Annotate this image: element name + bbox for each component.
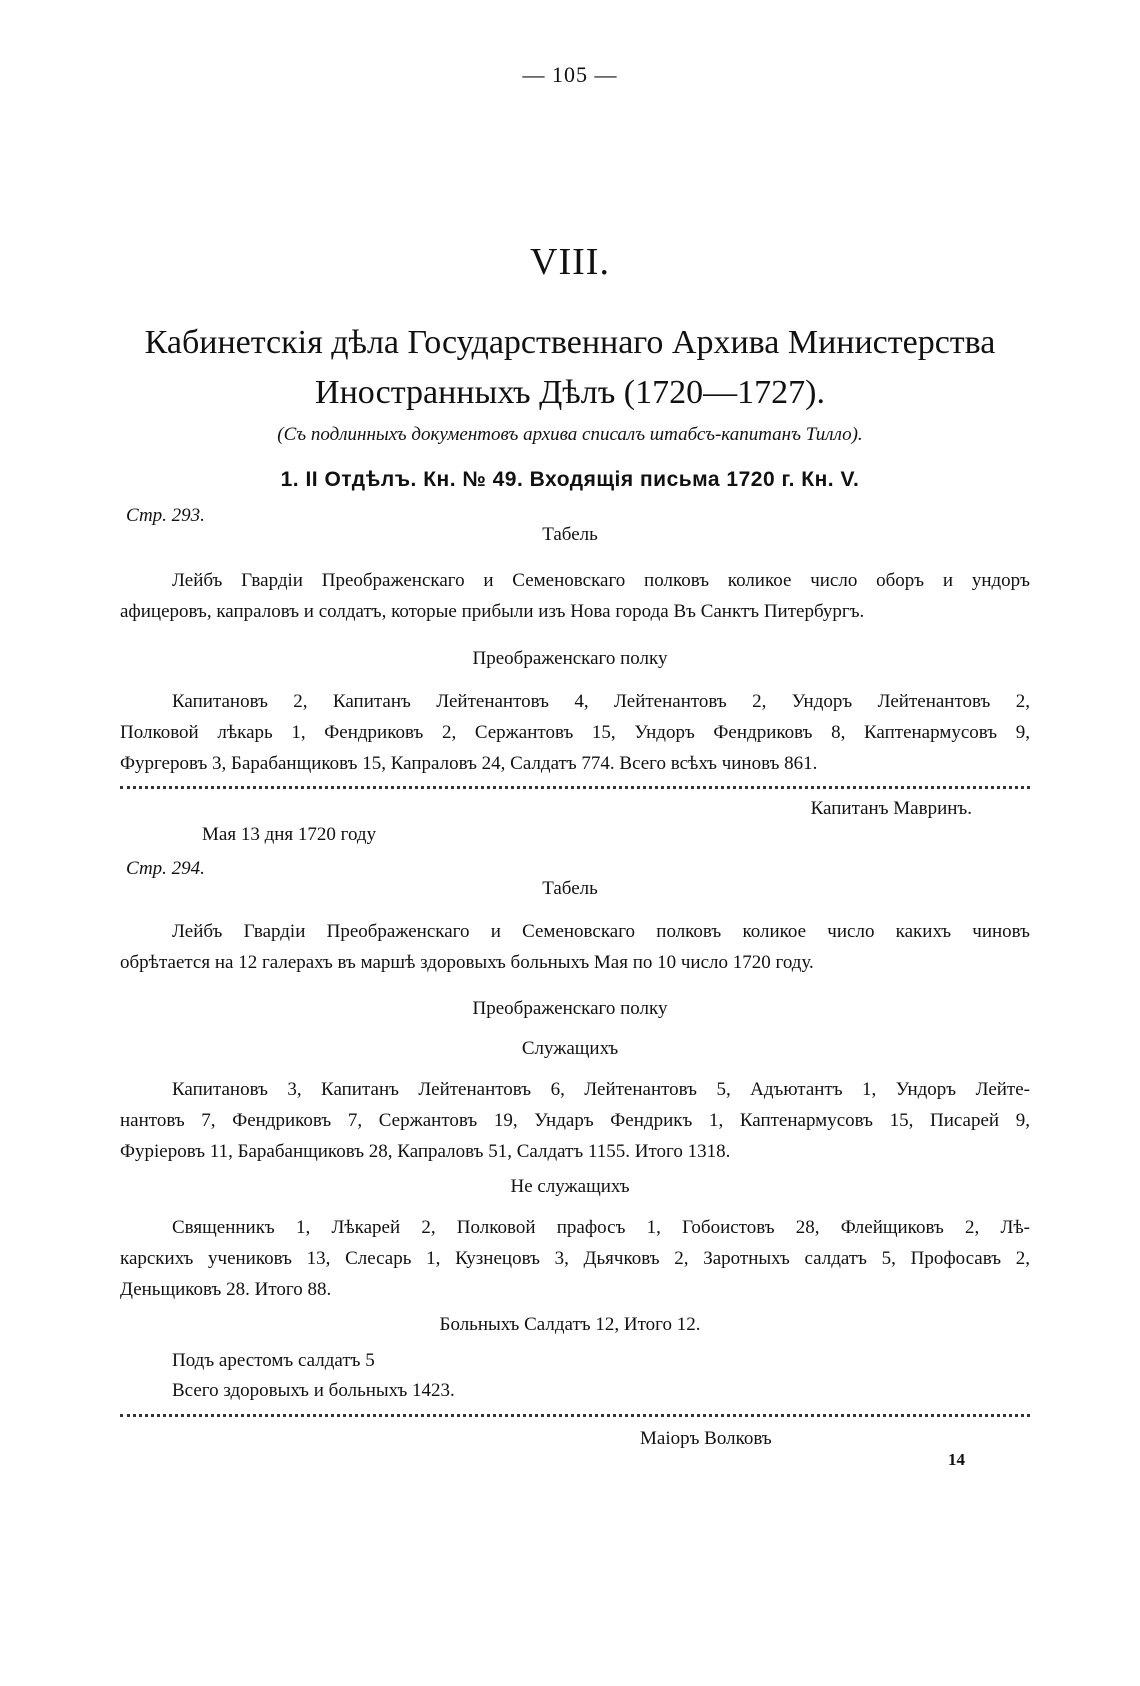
signature: Капитанъ Мавринъ. xyxy=(810,798,972,819)
document-date: Мая 13 дня 1720 году xyxy=(202,824,377,845)
text-line: Священникъ 1, Лѣкарей 2, Полковой прафосъ 1, Гобоистовъ 28, Флейщиковъ 2, Лѣ- xyxy=(172,1217,1030,1238)
ranks-paragraph xyxy=(120,686,1030,779)
text-line: Фургеровъ 3, Барабанщиковъ 15, Капраловъ 24, Салдатъ 774. Всего всѣхъ чиновъ 861. xyxy=(120,753,818,774)
text-line: Лейбъ Гвардіи Преображенскаго и Семеновскаго полковъ коликое число оборъ и ундоръ xyxy=(172,570,1030,591)
nonserving-paragraph xyxy=(120,1212,1030,1305)
sheet-mark: 14 xyxy=(948,1450,965,1469)
section-heading: 1. II Отдѣлъ. Кн. № 49. Входящія письма 1720 г. Кн. V. xyxy=(280,468,860,491)
text-line: афицеровъ, капраловъ и солдатъ, которые прибыли изъ Нова города Въ Санктъ Питербургъ. xyxy=(120,601,865,622)
text-line: обрѣтается на 12 галерахъ въ маршѣ здоровыхъ больныхъ Мая по 10 число 1720 году. xyxy=(120,952,814,973)
text-line: Фуріеровъ 11, Барабанщиковъ 28, Капраловъ 51, Салдатъ 1155. Итого 1318. xyxy=(120,1141,731,1162)
text-line: Деньщиковъ 28. Итого 88. xyxy=(120,1279,332,1300)
page-reference: Стр. 293. xyxy=(126,505,205,526)
table-heading: Табель xyxy=(542,524,598,545)
serving-heading: Служащихъ xyxy=(521,1038,619,1059)
sick-total: Больныхъ Салдатъ 12, Итого 12. xyxy=(439,1314,701,1335)
regiment-heading: Преображенскаго полку xyxy=(472,998,668,1019)
text-line: Капитановъ 3, Капитанъ Лейтенантовъ 6, Лейтенантовъ 5, Адъютантъ 1, Ундоръ Лейте- xyxy=(172,1079,1030,1100)
text-line: Полковой лѣкарь 1, Фендриковъ 2, Сержантовъ 15, Ундоръ Фендриковъ 8, Каптенармусовъ 9, xyxy=(120,722,1030,743)
text-line: нантовъ 7, Фендриковъ 7, Сержантовъ 19, Ундаръ Фендрикъ 1, Каптенармусовъ 15, Писарей 9, xyxy=(120,1110,1030,1131)
page-number: — 105 — xyxy=(522,62,618,87)
grand-total: Всего здоровыхъ и больныхъ 1423. xyxy=(172,1380,455,1401)
serving-paragraph xyxy=(120,1074,1030,1167)
document-title xyxy=(0,318,1140,418)
document-subtitle: (Съ подлинныхъ документовъ архива списалъ штабсъ-капитанъ Тилло). xyxy=(277,424,863,445)
page-reference: Стр. 294. xyxy=(126,858,205,879)
dotted-separator xyxy=(120,1414,1030,1417)
arrest-line: Подъ арестомъ салдатъ 5 xyxy=(172,1350,375,1371)
text-line: Лейбъ Гвардіи Преображенскаго и Семеновскаго полковъ коликое число какихъ чиновъ xyxy=(172,921,1030,942)
signature: Маіоръ Волковъ xyxy=(640,1428,772,1449)
intro-paragraph xyxy=(120,565,1030,627)
intro-paragraph xyxy=(120,916,1030,978)
table-heading: Табель xyxy=(542,878,598,899)
dotted-separator xyxy=(120,786,1030,789)
nonserving-heading: Не служащихъ xyxy=(510,1176,630,1197)
text-line: Капитановъ 2, Капитанъ Лейтенантовъ 4, Лейтенантовъ 2, Ундоръ Лейтенантовъ 2, xyxy=(172,691,1030,712)
regiment-heading: Преображенскаго полку xyxy=(472,648,668,669)
title-line: Иностранныхъ Дѣлъ (1720—1727). xyxy=(315,374,825,411)
title-line: Кабинетскія дѣла Государственнаго Архива Министерства xyxy=(144,324,996,361)
chapter-number: VIII. xyxy=(530,241,610,283)
text-line: карскихъ учениковъ 13, Слесарь 1, Кузнецовъ 3, Дьячковъ 2, Заротныхъ салдатъ 5, Профосавъ 2, xyxy=(120,1248,1030,1269)
